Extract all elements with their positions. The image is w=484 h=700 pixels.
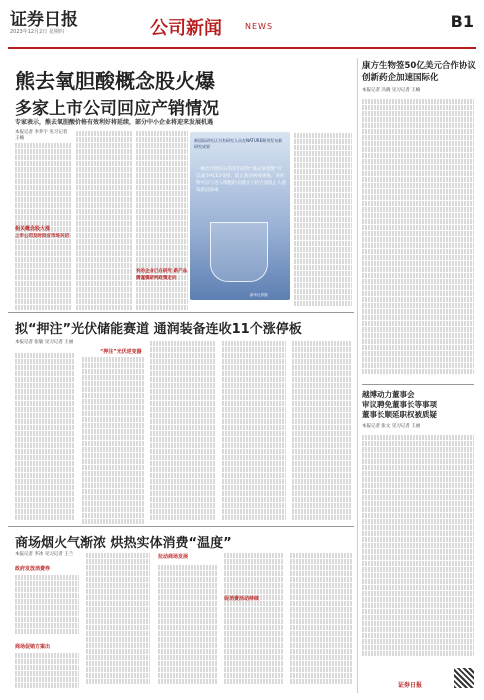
story3-headline: 商场烟火气渐浓 烘热实体消费“温度” (15, 536, 232, 551)
story2-body-col3 (150, 340, 216, 524)
story3-subhead-1: 政府发放消费券 (15, 566, 51, 572)
story2-subhead: “押注”光伏逆变器 (100, 349, 142, 355)
story3-body-col3 (158, 564, 218, 692)
section-divider-2 (8, 526, 354, 527)
newspaper-logo: 证券日报 (10, 10, 78, 30)
story3-body-col1b (15, 652, 79, 692)
section-title-en: NEWS (245, 22, 274, 31)
qr-code-icon (454, 668, 474, 688)
sidebar-byline-1: 本报记者 冯晓 见习记者 王楠 (362, 88, 421, 93)
story3-body-col2 (86, 552, 150, 692)
lead-photo-text: 一种治疗胆结石的常用药物“熊去氧胆酸”可以减少ACE2受体，防止新冠病毒感染，该药物可以与进入细胞的关键分子结合而阻止人感染新冠病毒 (196, 167, 286, 193)
sidebar-divider (362, 384, 474, 385)
lead-subhead-2: 有的企业已在研究 新产品需谨慎研判政策走向 (136, 269, 188, 281)
lead-headline-2: 多家上市公司回应产销情况 (15, 99, 219, 119)
section-title: 公司新闻 (150, 18, 222, 39)
story3-byline: 本报记者 李冰 见习记者 王兰 (15, 552, 74, 557)
story3-body-col4 (224, 552, 284, 692)
lead-photo-caption: 新国际研究认为有研究人员在NATURE期刊发布新研究成果 (194, 138, 283, 149)
lead-subhead-1b: 上市公司及时回应市场关切 (15, 234, 69, 239)
column-divider (357, 58, 358, 693)
lead-headline-1: 熊去氧胆酸概念股火爆 (15, 69, 215, 93)
story3-body-col5 (290, 552, 352, 692)
page-number: B1 (450, 12, 474, 31)
story2-body-col4 (222, 340, 286, 524)
lead-byline: 本报记者 李乔宇 见习记者 王楠 (15, 130, 68, 141)
beaker-illustration (210, 222, 268, 282)
story2-headline: 拟“押注”光伏储能赛道 通润装备连收11个涨停板 (15, 322, 302, 337)
lead-photo-credit: 新华社供图 (250, 293, 268, 297)
sidebar-headline-1: 康方生物签50亿美元合作协议 创新药企加速国际化 (362, 61, 476, 83)
story2-byline: 本报记者 张敏 见习记者 王丽 (15, 340, 74, 345)
sidebar-headline-2: 越博动力董事会 审议聘免董事长等事项 董事长顺延职权被质疑 (362, 390, 437, 419)
story3-subhead-3: 促消费活动持续 (224, 596, 260, 602)
story2-body-col1 (15, 352, 75, 524)
footer-brand: 证券日报 (398, 682, 423, 689)
story3-subhead-1b: 商场促销方案出 (15, 644, 51, 650)
masthead (0, 0, 484, 46)
story3-body-col1 (15, 574, 79, 640)
lead-body-col2 (76, 130, 132, 310)
lead-body-col3 (136, 130, 188, 310)
story2-body-col5 (292, 340, 352, 524)
issue-date: 2023年12月2日 星期四 (10, 29, 64, 35)
sidebar-body-1 (362, 98, 474, 380)
sidebar-body-2 (362, 434, 474, 662)
lead-subheadline: 专家表示，熊去氧胆酸价格有效利好将延续，部分中小企业将迎来发展机遇 (15, 119, 214, 126)
section-divider (8, 312, 354, 313)
lead-body-col4 (294, 132, 352, 310)
masthead-rule (8, 47, 476, 49)
sidebar-byline-2: 本报记者 张文 见习记者 王丽 (362, 424, 421, 429)
story3-subhead-2: 拉动商场发展 (158, 554, 189, 560)
lead-subhead-1: 相关概念股大涨 (15, 226, 51, 232)
story2-body-col2 (82, 356, 144, 524)
